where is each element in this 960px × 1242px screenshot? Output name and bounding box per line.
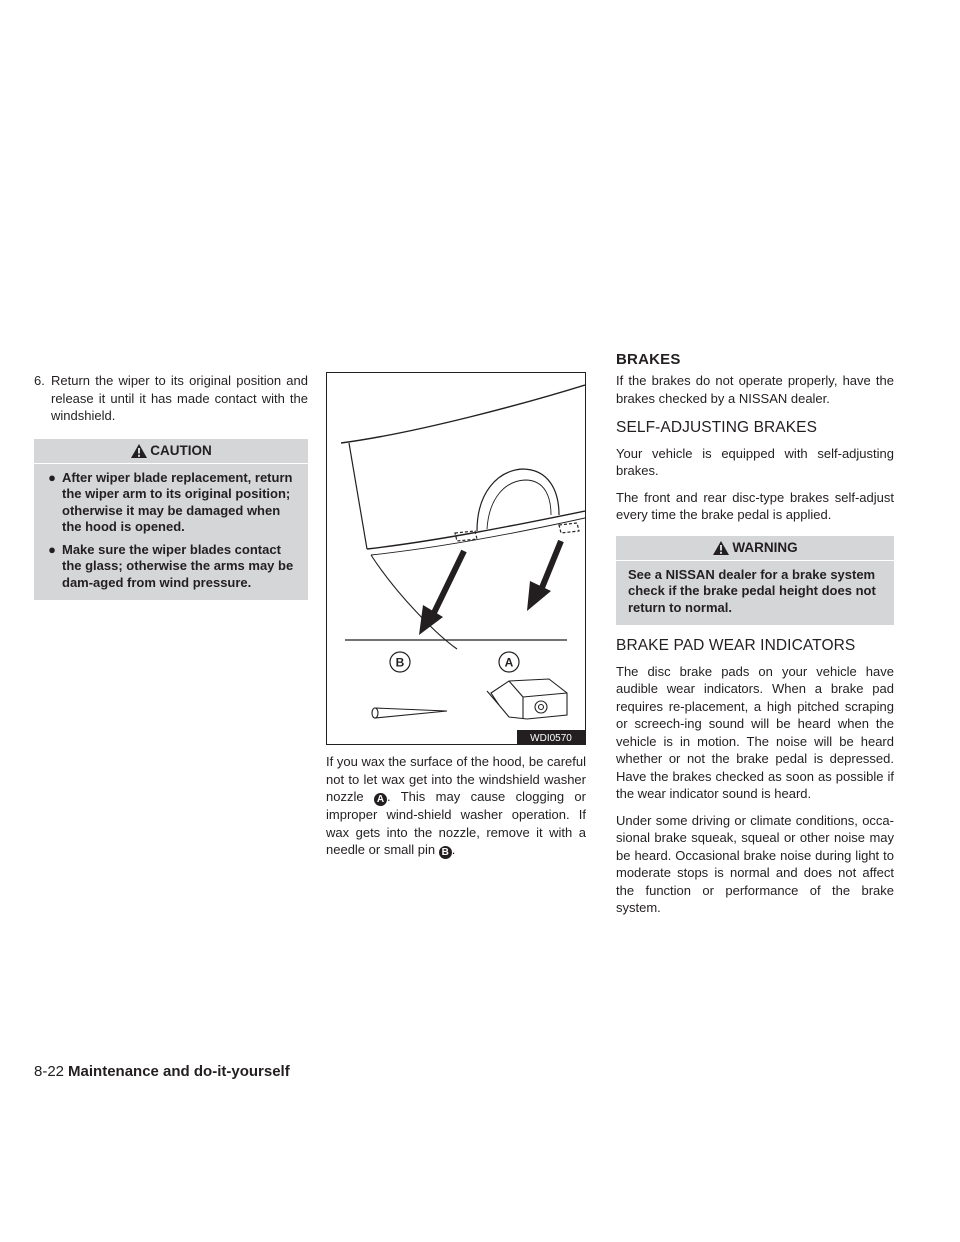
warning-box bbox=[616, 536, 894, 626]
self-adjusting-p2: The front and rear disc-type brakes self-adjust every time the brake pedal is applied. bbox=[616, 489, 894, 522]
chapter-title: Maintenance and do-it-yourself bbox=[68, 1063, 290, 1080]
warning-triangle-icon bbox=[712, 540, 730, 556]
warning-header bbox=[616, 536, 894, 560]
section-title: BRAKES bbox=[616, 351, 681, 368]
step-number: 6. bbox=[34, 373, 45, 388]
page-footer bbox=[34, 1063, 290, 1080]
figure-code: WDI0570 bbox=[530, 733, 572, 744]
warning-triangle-icon bbox=[130, 443, 148, 459]
marker-b-icon: B bbox=[439, 846, 452, 859]
figure-caption: If you wax the surface of the hood, be careful not to let wax get into the windshield washer nozzle A . This may cause clogging or improper wind-shield washer operation. If wax gets into the nozzle, remove it with a needle or small pin B . bbox=[326, 754, 586, 858]
caution-box bbox=[34, 439, 308, 601]
figure-label-a: A bbox=[504, 655, 514, 670]
marker-a-icon: A bbox=[374, 793, 387, 806]
arrow-icon bbox=[419, 541, 561, 635]
pad-wear-heading: BRAKE PAD WEAR INDICATORS bbox=[616, 637, 856, 654]
windshield-illustration bbox=[327, 373, 585, 744]
self-adjusting-p1: Your vehicle is equipped with self-adjusting brakes. bbox=[616, 445, 894, 478]
self-adjusting-heading: SELF-ADJUSTING BRAKES bbox=[616, 419, 818, 436]
caution-item bbox=[34, 464, 308, 536]
intro-paragraph: If the brakes do not operate properly, have the brakes checked by a NISSAN dealer. bbox=[616, 373, 894, 406]
needle-icon bbox=[372, 708, 447, 718]
left-column bbox=[34, 372, 308, 600]
step-text: Return the wiper to its original position and release it until it has made contact with the windshield. bbox=[51, 373, 308, 423]
warning-text: See a NISSAN dealer for a brake system check if the brake pedal height does not return to normal. bbox=[628, 566, 876, 615]
page-number: 8-22 bbox=[34, 1063, 65, 1080]
bullet-icon: ● bbox=[48, 541, 56, 557]
washer-nozzle-figure bbox=[326, 372, 586, 745]
pad-wear-p2: Under some driving or climate conditions, occa-sional brake squeak, squeal or other noise may be heard. Occasional brake noise during light to moderate stops is normal and does not affect the function or performance of the brake system. bbox=[616, 812, 894, 915]
figure-label-b: B bbox=[395, 655, 405, 670]
pad-wear-p1: The disc brake pads on your vehicle have audible wear indicators. When a brake pad requires re-placement, a high pitched scraping or screech-ing sound will be heard when the vehicle is in motion. The noise will be heard whether or not the brake pedal is depressed. Have the brakes checked as soon as possible if the wear indicator sound is heard. bbox=[616, 663, 894, 801]
nozzle-icon bbox=[487, 679, 567, 719]
caution-title: CAUTION bbox=[150, 442, 212, 458]
caution-item-text: After wiper blade replacement, return the wiper arm to its original position; otherwise it may be damaged when the hood is opened. bbox=[62, 469, 293, 534]
warning-title: WARNING bbox=[732, 539, 798, 555]
right-column bbox=[616, 372, 894, 926]
caution-item bbox=[34, 536, 308, 592]
caution-item-text: Make sure the wiper blades contact the glass; otherwise the arms may be dam-aged from wind pressure. bbox=[62, 541, 294, 590]
middle-column bbox=[326, 372, 586, 859]
bullet-icon: ● bbox=[48, 469, 56, 485]
caution-header bbox=[34, 439, 308, 463]
step-6 bbox=[34, 372, 308, 425]
